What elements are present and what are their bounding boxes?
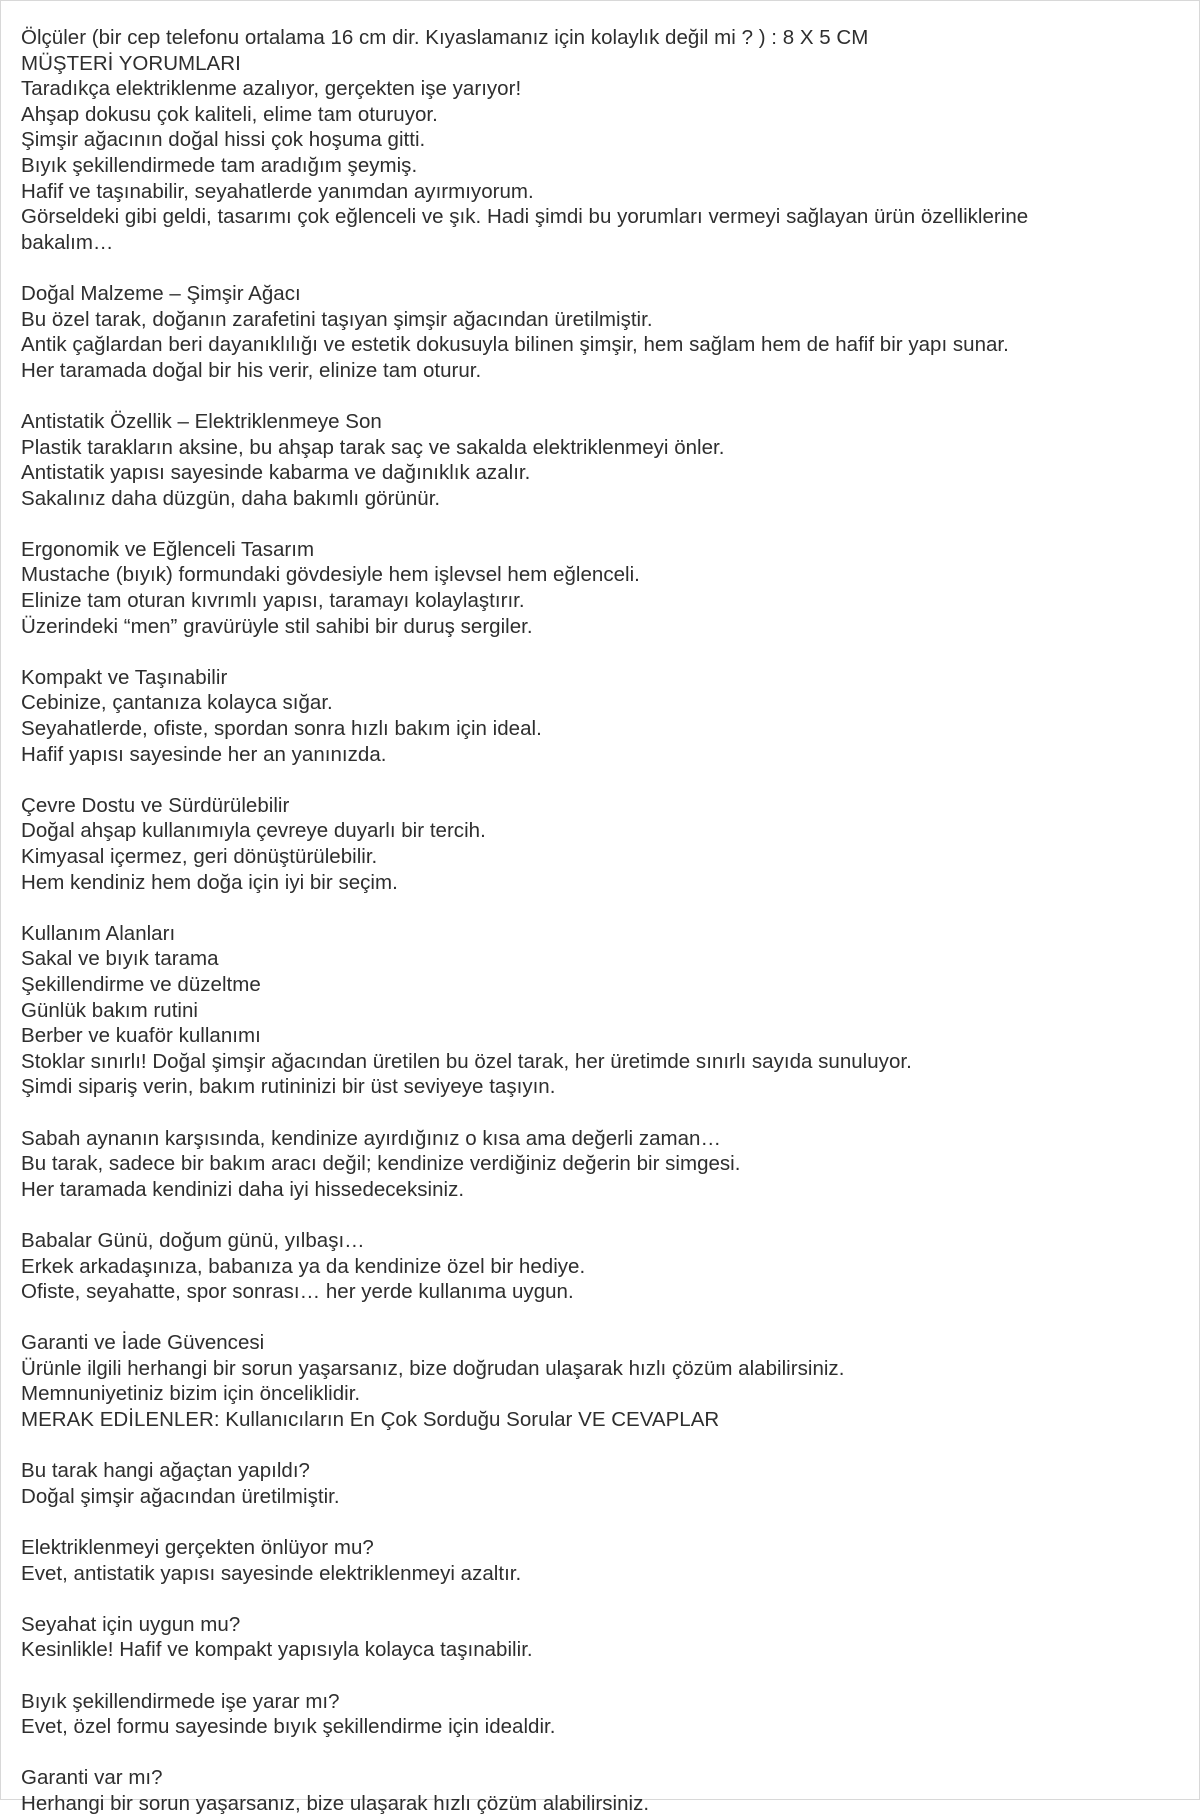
text-line-emotional-pitch: Sabah aynanın karşısında, kendinize ayırdığınız o kısa ama değerli zaman… — [21, 1126, 721, 1150]
paragraph-spacer — [21, 1305, 1067, 1331]
text-line-ergonomic-design: Mustache (bıyık) formundaki gövdesiyle hem işlevsel hem eğlenceli. — [21, 563, 640, 587]
text-line-customer-reviews: MÜŞTERİ YORUMLARI — [21, 51, 241, 75]
text-line-antistatic: Antistatik Özellik – Elektriklenmeye Son — [21, 409, 382, 433]
text-line-faq-wood-type: Bu tarak hangi ağaçtan yapıldı? — [21, 1459, 310, 1483]
text-line-warranty-returns: MERAK EDİLENLER: Kullanıcıların En Çok Sorduğu Sorular VE CEVAPLAR — [21, 1408, 720, 1432]
text-line-antistatic: Plastik tarakların aksine, bu ahşap tarak saç ve sakalda elektriklenmeyi önler. — [21, 435, 725, 459]
text-line-usage-areas: Günlük bakım rutini — [21, 998, 198, 1022]
text-line-antistatic: Antistatik yapısı sayesinde kabarma ve dağınıklık azalır. — [21, 461, 531, 485]
paragraph-spacer — [21, 1433, 1067, 1459]
paragraph-spacer — [21, 1586, 1067, 1612]
text-line-faq-travel: Seyahat için uygun mu? — [21, 1612, 241, 1636]
text-line-customer-reviews: Hafif ve taşınabilir, seyahatlerde yanımdan ayırmıyorum. — [21, 179, 534, 203]
text-line-customer-reviews: Taradıkça elektriklenme azalıyor, gerçekten işe yarıyor! — [21, 77, 522, 101]
text-line-usage-areas: Şekillendirme ve düzeltme — [21, 972, 261, 996]
text-line-usage-areas: Berber ve kuaför kullanımı — [21, 1024, 261, 1048]
paragraph-spacer — [21, 767, 1067, 793]
paragraph-spacer — [21, 1740, 1067, 1766]
text-line-faq-warranty: Herhangi bir sorun yaşarsanız, bize ulaşarak hızlı çözüm alabilirsiniz. — [21, 1791, 650, 1815]
text-line-faq-mustache-styling: Bıyık şekillendirmede işe yarar mı? — [21, 1689, 340, 1713]
paragraph-spacer — [21, 511, 1067, 537]
text-line-antistatic: Sakalınız daha düzgün, daha bakımlı görünür. — [21, 486, 441, 510]
text-line-faq-antistatic: Elektriklenmeyi gerçekten önlüyor mu? — [21, 1536, 374, 1560]
text-line-warranty-returns: Ürünle ilgili herhangi bir sorun yaşarsanız, bize doğrudan ulaşarak hızlı çözüm alabilirsiniz. — [21, 1356, 845, 1380]
text-line-warranty-returns: Memnuniyetiniz bizim için önceliklidir. — [21, 1382, 361, 1406]
text-line-usage-areas: Şimdi sipariş verin, bakım rutininizi bir üst seviyeye taşıyın. — [21, 1075, 556, 1099]
text-line-ergonomic-design: Üzerindeki “men” gravürüyle stil sahibi bir duruş sergiler. — [21, 614, 533, 638]
text-line-faq-warranty: Garanti var mı? — [21, 1766, 163, 1790]
document-text-body — [21, 25, 1067, 1817]
text-line-customer-reviews: Ahşap dokusu çok kaliteli, elime tam oturuyor. — [21, 102, 438, 126]
text-line-compact-portable: Hafif yapısı sayesinde her an yanınızda. — [21, 742, 387, 766]
text-line-emotional-pitch: Her taramada kendinizi daha iyi hissedeceksiniz. — [21, 1177, 465, 1201]
text-line-faq-wood-type: Doğal şimşir ağacından üretilmiştir. — [21, 1484, 340, 1508]
text-line-compact-portable: Kompakt ve Taşınabilir — [21, 665, 228, 689]
paragraph-spacer — [21, 1202, 1067, 1228]
text-line-eco-friendly: Çevre Dostu ve Sürdürülebilir — [21, 793, 290, 817]
paragraph-spacer — [21, 1100, 1067, 1126]
text-line-ergonomic-design: Ergonomik ve Eğlenceli Tasarım — [21, 537, 315, 561]
text-line-gift-occasions: Ofiste, seyahatte, spor sonrası… her yerde kullanıma uygun. — [21, 1280, 574, 1304]
paragraph-spacer — [21, 1509, 1067, 1535]
text-line-usage-areas: Kullanım Alanları — [21, 921, 176, 945]
paragraph-spacer — [21, 895, 1067, 921]
text-line-customer-reviews: Şimşir ağacının doğal hissi çok hoşuma gitti. — [21, 128, 426, 152]
text-line-customer-reviews: Bıyık şekillendirmede tam aradığım şeymiş. — [21, 153, 418, 177]
text-line-faq-mustache-styling: Evet, özel formu sayesinde bıyık şekillendirme için idealdir. — [21, 1715, 556, 1739]
text-line-compact-portable: Seyahatlerde, ofiste, spordan sonra hızlı bakım için ideal. — [21, 717, 542, 741]
text-line-gift-occasions: Erkek arkadaşınıza, babanıza ya da kendinize özel bir hediye. — [21, 1254, 586, 1278]
text-line-eco-friendly: Doğal ahşap kullanımıyla çevreye duyarlı bir tercih. — [21, 819, 486, 843]
text-line-gift-occasions: Babalar Günü, doğum günü, yılbaşı… — [21, 1228, 365, 1252]
paragraph-spacer — [21, 1663, 1067, 1689]
text-line-eco-friendly: Kimyasal içermez, geri dönüştürülebilir. — [21, 845, 378, 868]
text-line-faq-travel: Kesinlikle! Hafif ve kompakt yapısıyla kolayca taşınabilir. — [21, 1638, 533, 1662]
text-line-compact-portable: Cebinize, çantanıza kolayca sığar. — [21, 691, 333, 715]
paragraph-spacer — [21, 255, 1067, 281]
paragraph-spacer — [21, 383, 1067, 409]
text-line-warranty-returns: Garanti ve İade Güvencesi — [21, 1331, 265, 1355]
text-line-usage-areas: Sakal ve bıyık tarama — [21, 947, 219, 971]
text-line-ergonomic-design: Elinize tam oturan kıvrımlı yapısı, taramayı kolaylaştırır. — [21, 589, 525, 613]
text-line-customer-reviews: Görseldeki gibi geldi, tasarımı çok eğlenceli ve şık. Hadi şimdi bu yorumları vermeyi sağlayan ürün özelliklerine bakalım… — [21, 205, 1029, 254]
text-line-usage-areas: Stoklar sınırlı! Doğal şimşir ağacından üretilen bu özel tarak, her üretimde sınırlı sayıda sunuluyor. — [21, 1049, 912, 1073]
text-line-natural-material: Doğal Malzeme – Şimşir Ağacı — [21, 281, 301, 305]
text-line-dimensions: Ölçüler (bir cep telefonu ortalama 16 cm dir. Kıyaslamanız için kolaylık değil mi ? ) : 8 X 5 CM — [21, 26, 869, 49]
text-line-faq-antistatic: Evet, antistatik yapısı sayesinde elektriklenmeyi azaltır. — [21, 1561, 522, 1585]
text-line-natural-material: Her taramada doğal bir his verir, elinize tam oturur. — [21, 358, 482, 382]
text-line-eco-friendly: Hem kendiniz hem doğa için iyi bir seçim. — [21, 870, 398, 894]
text-line-natural-material: Bu özel tarak, doğanın zarafetini taşıyan şimşir ağacından üretilmiştir. — [21, 307, 653, 331]
text-line-emotional-pitch: Bu tarak, sadece bir bakım aracı değil; kendinize verdiğiniz değerin bir simgesi. — [21, 1152, 741, 1176]
paragraph-spacer — [21, 639, 1067, 665]
text-line-natural-material: Antik çağlardan beri dayanıklılığı ve estetik dokusuyla bilinen şimşir, hem sağlam hem de hafif bir yapı sunar. — [21, 333, 1009, 357]
